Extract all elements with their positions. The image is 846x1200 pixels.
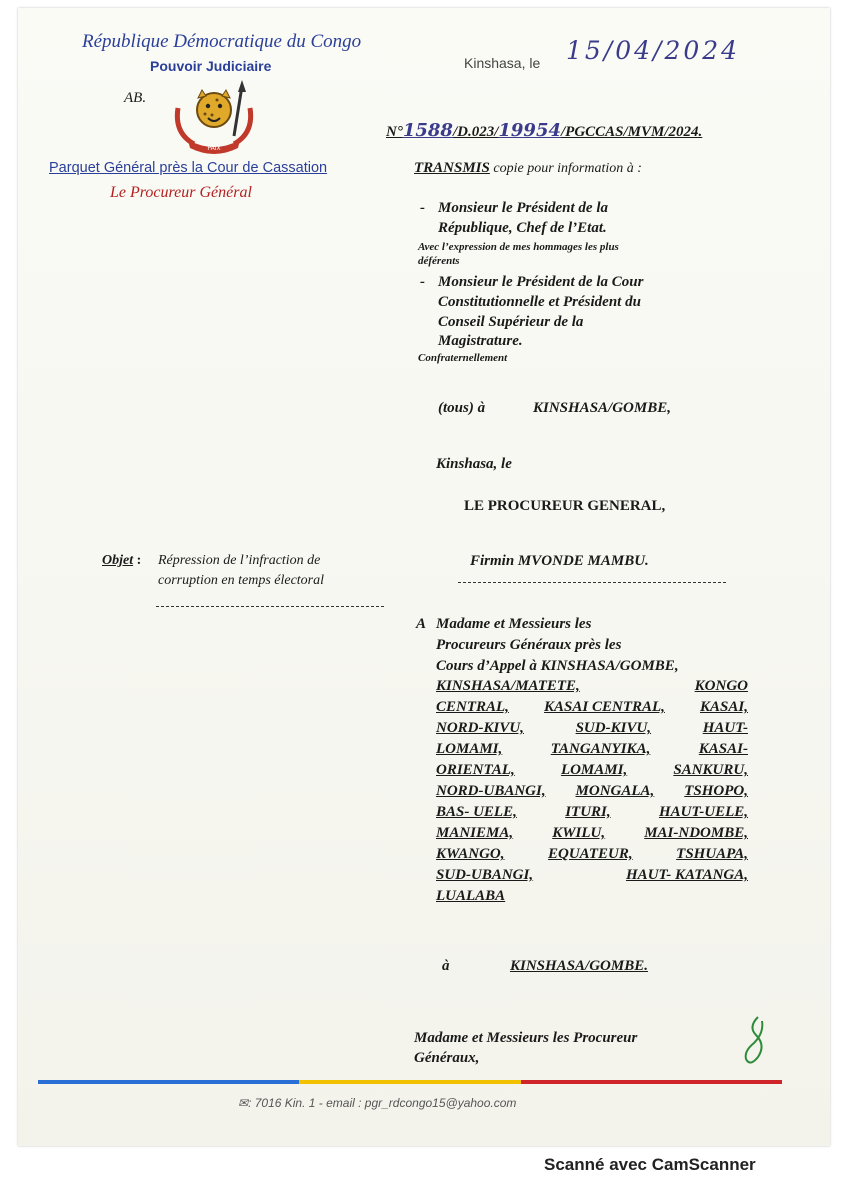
salutation-line1: Madame et Messieurs les Procureur <box>414 1030 638 1046</box>
place-item: ORIENTAL, <box>436 762 515 778</box>
transmis-text: copie pour information à : <box>489 161 642 176</box>
objet-line <box>102 553 141 569</box>
place-item: KASAI, <box>700 699 748 715</box>
initials-signature-icon <box>740 1013 772 1073</box>
places-row <box>436 888 748 909</box>
footer-contact <box>238 1096 516 1110</box>
emblem-motto: PAIX <box>207 145 221 152</box>
reference-prefix: N° <box>386 124 403 140</box>
recipient-1-note-line2: déférents <box>418 255 460 267</box>
place-item: KASAI- <box>698 741 748 757</box>
flag-yellow-segment <box>299 1080 521 1084</box>
document-page <box>18 8 830 1146</box>
reference-mid: /D.023/ <box>452 124 499 140</box>
place-item: MONGALA, <box>575 783 655 799</box>
addressee-line3: Cours d’Appel à KINSHASA/GOMBE, <box>436 658 679 674</box>
places-row <box>436 678 748 699</box>
place-item: NORD-KIVU, <box>436 720 524 736</box>
place-item: CENTRAL, <box>436 699 509 715</box>
recipient-2-line1: Monsieur le Président de la Cour <box>438 274 644 290</box>
national-emblem <box>164 78 264 158</box>
places-row <box>436 720 748 741</box>
tous-label: (tous) à <box>438 400 486 416</box>
parquet-general-title: Parquet Général près la Cour de Cassation <box>49 160 328 176</box>
place-item: TSHUAPA, <box>676 846 748 862</box>
transmis-line <box>414 160 642 177</box>
addressee-a: A <box>416 616 427 632</box>
places-row <box>436 762 748 783</box>
recipient-2-line4: Magistrature. <box>438 333 523 349</box>
places-row <box>436 867 748 888</box>
places-row <box>436 825 748 846</box>
place-item: KWANGO, <box>436 846 505 862</box>
reference-number-handwritten: 1588 <box>402 120 453 141</box>
place-item: MAI-NDOMBE, <box>644 825 748 841</box>
places-row <box>436 804 748 825</box>
mail-icon: ✉ <box>238 1096 249 1110</box>
procureur-general-script: Le Procureur Général <box>110 184 252 201</box>
signature-name: Firmin MVONDE MAMBU. <box>470 553 649 569</box>
objet-text-line2: corruption en temps électoral <box>158 573 325 588</box>
place-item: HAUT-UELE, <box>658 804 748 820</box>
recipient-2-dash: - <box>420 274 425 290</box>
recipient-2-line2: Constitutionnelle et Président du <box>438 294 641 310</box>
places-row <box>436 846 748 867</box>
place-item: TANGANYIKA, <box>550 741 651 757</box>
place-item: ITURI, <box>565 804 611 820</box>
place-item: BAS- UELE, <box>436 804 517 820</box>
footer-contact-text: : 7016 Kin. 1 - email : pgr_rdcongo15@yahoo.com <box>248 1096 517 1110</box>
footer-flag-line <box>38 1080 782 1084</box>
initials-signature <box>740 1013 772 1078</box>
flag-red-segment <box>521 1080 782 1084</box>
reference-suffix: /PGCCAS/MVM/2024. <box>561 124 703 140</box>
place-item: SUD-KIVU, <box>575 720 652 736</box>
place-label: Kinshasa, le <box>464 55 541 71</box>
place-item: SUD-UBANGI, <box>436 867 534 883</box>
places-row <box>436 783 748 804</box>
place-item: LUALABA <box>436 888 506 904</box>
place-item: LOMAMI, <box>560 762 628 778</box>
places-row <box>436 741 748 762</box>
place-item: KINSHASA/MATETE, <box>436 678 580 694</box>
recipient-1-dash: - <box>420 200 425 216</box>
recipient-1-line1: Monsieur le Président de la <box>438 200 609 216</box>
place-item: SANKURU, <box>673 762 748 778</box>
place-item: NORD-UBANGI, <box>436 783 546 799</box>
signature-divider <box>458 582 726 583</box>
objet-colon: : <box>133 553 142 568</box>
signature-place: Kinshasa, le <box>436 456 512 472</box>
transmis-label: TRANSMIS <box>414 160 490 176</box>
objet-label: Objet <box>102 553 134 568</box>
place-item: MANIEMA, <box>436 825 514 841</box>
signature-title: LE PROCUREUR GENERAL, <box>464 498 666 514</box>
reference-file-handwritten: 19954 <box>498 120 561 141</box>
place-item: HAUT- <box>702 720 748 736</box>
tous-place: KINSHASA/GOMBE, <box>533 400 671 416</box>
objet-text-line1: Répression de l’infraction de <box>158 553 321 568</box>
pouvoir-judiciaire: Pouvoir Judiciaire <box>150 58 272 74</box>
place-item: KWILU, <box>552 825 606 841</box>
addressee-a2: à <box>442 958 450 974</box>
place-item: TSHOPO, <box>684 783 748 799</box>
recipient-2-note: Confraternellement <box>418 352 508 364</box>
recipient-2-line3: Conseil Supérieur de la <box>438 314 584 330</box>
handwritten-date: 15/04/2024 <box>566 36 741 65</box>
republic-title: République Démocratique du Congo <box>82 31 362 52</box>
place-item: HAUT- KATANGA, <box>626 867 748 883</box>
place-item: KONGO <box>694 678 748 694</box>
place-item: LOMAMI, <box>436 741 503 757</box>
leopard-emblem-icon <box>164 78 264 158</box>
flag-blue-segment <box>38 1080 299 1084</box>
place-item: KASAI CENTRAL, <box>544 699 665 715</box>
initials-ab: AB. <box>124 90 147 106</box>
addressee-line1: Madame et Messieurs les <box>436 616 592 632</box>
place-item: EQUATEUR, <box>548 846 633 862</box>
addressee-line2: Procureurs Généraux près les <box>436 637 622 653</box>
places-row <box>436 699 748 720</box>
objet-divider <box>156 606 384 607</box>
reference-number <box>386 120 702 141</box>
camscanner-watermark: Scanné avec CamScanner <box>544 1155 756 1174</box>
salutation-line2: Généraux, <box>414 1050 480 1066</box>
recipient-1-note-line1: Avec l’expression de mes hommages les plus <box>418 241 619 253</box>
addressee-a2-place: KINSHASA/GOMBE. <box>510 958 648 974</box>
addressee-places <box>436 678 748 909</box>
recipient-1-line2: République, Chef de l’Etat. <box>438 220 607 236</box>
